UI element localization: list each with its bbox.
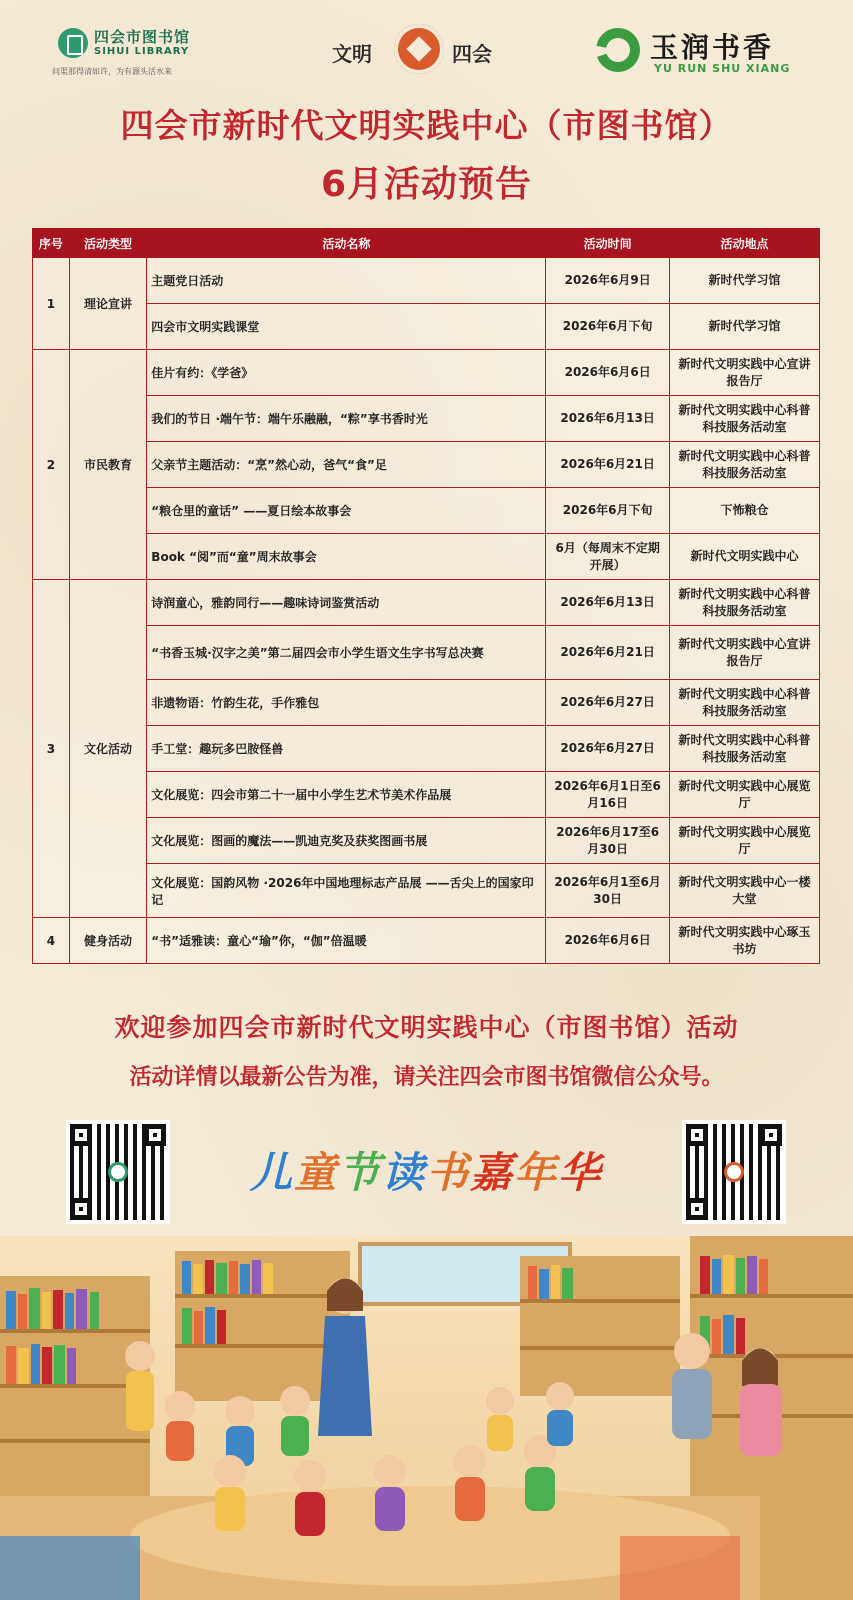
- activity-time: 2026年6月21日: [546, 442, 670, 488]
- notice-text: 活动详情以最新公告为准，请关注四会市图书馆微信公众号。: [129, 1065, 724, 1090]
- activity-type: 文化活动: [69, 580, 147, 918]
- row-number: 4: [33, 918, 70, 964]
- table-row: [33, 350, 820, 396]
- table-row: [33, 772, 820, 818]
- yurun-emblem-icon: [596, 28, 640, 72]
- wenming-emblem-icon: [394, 24, 444, 74]
- header-no: 序号: [33, 229, 70, 258]
- festival-char: 华: [558, 1148, 601, 1197]
- activity-place: 新时代文明实践中心琢玉书坊: [669, 918, 819, 964]
- table-body: [33, 258, 820, 964]
- activity-time: 2026年6月13日: [546, 580, 670, 626]
- festival-char: 书: [426, 1148, 469, 1197]
- activity-place: 新时代文明实践中心科普科技服务活动室: [669, 580, 819, 626]
- activity-place: 新时代文明实践中心展览厅: [669, 818, 819, 864]
- qr-code-icon: [686, 1124, 782, 1220]
- activity-name: 主题党日活动: [147, 258, 546, 304]
- activity-name: 文化展览：国韵风物 ·2026年中国地理标志产品展 ——舌尖上的国家印记: [147, 864, 546, 918]
- qr-code-icon: [70, 1124, 166, 1220]
- welcome-text: 欢迎参加四会市新时代文明实践中心（市图书馆）活动: [114, 1013, 739, 1042]
- table-row: [33, 818, 820, 864]
- activity-time: 2026年6月9日: [546, 258, 670, 304]
- row-number: 2: [33, 350, 70, 580]
- library-slogan: 问渠那得清如许，为有源头活水来: [52, 67, 172, 76]
- page-title: 四会市新时代文明实践中心（市图书馆）: [120, 106, 733, 145]
- row-number: 3: [33, 580, 70, 918]
- table-row: [33, 864, 820, 918]
- activity-time: 2026年6月27日: [546, 680, 670, 726]
- qr-code-left[interactable]: [66, 1120, 170, 1224]
- activity-place: 新时代文明实践中心展览厅: [669, 772, 819, 818]
- illustration-graphic: [0, 1236, 853, 1600]
- activity-name: Book “阅”而“童”周末故事会: [147, 534, 546, 580]
- activity-place: 新时代文明实践中心科普科技服务活动室: [669, 442, 819, 488]
- qr-code-right[interactable]: [682, 1120, 786, 1224]
- childrens-day-reading-festival-title: [210, 1140, 640, 1200]
- festival-char: 年: [514, 1148, 557, 1197]
- wenming-right-text: 四会: [452, 42, 492, 66]
- activity-place: 新时代文明实践中心一楼大堂: [669, 864, 819, 918]
- activity-time: 2026年6月27日: [546, 726, 670, 772]
- activity-time: 2026年6月1日至6月16日: [546, 772, 670, 818]
- activity-time: 2026年6月下旬: [546, 304, 670, 350]
- activity-place: 新时代文明实践中心宣讲报告厅: [669, 350, 819, 396]
- activity-time: 2026年6月21日: [546, 626, 670, 680]
- table-row: [33, 442, 820, 488]
- header-time: 活动时间: [546, 229, 670, 258]
- header-name: 活动名称: [147, 229, 546, 258]
- wenming-left-text: 文明: [332, 42, 372, 66]
- library-reading-illustration: [0, 1236, 853, 1600]
- activity-place: 新时代文明实践中心宣讲报告厅: [669, 626, 819, 680]
- header-place: 活动地点: [669, 229, 819, 258]
- sihui-library-logo: [52, 26, 222, 82]
- activity-type: 市民教育: [69, 350, 147, 580]
- row-number: 1: [33, 258, 70, 350]
- activity-schedule-table: [32, 228, 820, 964]
- festival-char: 儿: [249, 1148, 292, 1197]
- table-row: [33, 534, 820, 580]
- page-subtitle: 6月活动预告: [320, 164, 533, 205]
- activity-time: 2026年6月17至6月30日: [546, 818, 670, 864]
- activity-name: 四会市文明实践课堂: [147, 304, 546, 350]
- activity-name: 手工堂：趣玩多巴胺怪兽: [147, 726, 546, 772]
- table-row: [33, 726, 820, 772]
- activity-place: 新时代学习馆: [669, 258, 819, 304]
- activity-name: “书”适雅读：童心“瑜”你，“伽”倍温暖: [147, 918, 546, 964]
- festival-char: 童: [293, 1148, 336, 1197]
- activity-place: 新时代文明实践中心科普科技服务活动室: [669, 726, 819, 772]
- activity-time: 2026年6月1至6月30日: [546, 864, 670, 918]
- table-row: [33, 580, 820, 626]
- activity-name: 文化展览：四会市第二十一届中小学生艺术节美术作品展: [147, 772, 546, 818]
- activity-name: 诗润童心，雅韵同行——趣味诗词鉴赏活动: [147, 580, 546, 626]
- yurun-name-en: YU RUN SHU XIANG: [654, 62, 791, 75]
- activity-name: “书香玉城·汉字之美”第二届四会市小学生语文生字书写总决赛: [147, 626, 546, 680]
- yurun-shuxiang-logo: [596, 26, 796, 82]
- activity-time: 6月（每周末不定期开展）: [546, 534, 670, 580]
- festival-char: 读: [381, 1148, 424, 1197]
- activity-place: 下怖粮仓: [669, 488, 819, 534]
- activity-name: 佳片有约：《学爸》: [147, 350, 546, 396]
- activity-place: 新时代文明实践中心科普科技服务活动室: [669, 396, 819, 442]
- yurun-name-cn: 玉润书香: [650, 31, 775, 64]
- activity-time: 2026年6月6日: [546, 918, 670, 964]
- table-row: [33, 626, 820, 680]
- activity-name: “粮仓里的童话” ——夏日绘本故事会: [147, 488, 546, 534]
- table-row: [33, 396, 820, 442]
- library-name-en: SIHUI LIBRARY: [94, 46, 190, 57]
- library-emblem-icon: [58, 28, 88, 58]
- activity-type: 理论宣讲: [69, 258, 147, 350]
- activity-name: 我们的节日 ·端午节：端午乐融融，“粽”享书香时光: [147, 396, 546, 442]
- festival-char: 嘉: [470, 1148, 513, 1197]
- table-row: [33, 918, 820, 964]
- library-name-cn: 四会市图书馆: [94, 28, 191, 46]
- table-row: [33, 304, 820, 350]
- activity-time: 2026年6月13日: [546, 396, 670, 442]
- activity-time: 2026年6月下旬: [546, 488, 670, 534]
- activity-name: 父亲节主题活动：“烹”然心动，爸气“食”足: [147, 442, 546, 488]
- table-header-row: [33, 229, 820, 258]
- wenming-sihui-logo: [330, 24, 510, 76]
- activity-time: 2026年6月6日: [546, 350, 670, 396]
- activity-place: 新时代文明实践中心科普科技服务活动室: [669, 680, 819, 726]
- header: [0, 0, 853, 90]
- activity-name: 非遗物语：竹韵生花，手作雅包: [147, 680, 546, 726]
- activity-type: 健身活动: [69, 918, 147, 964]
- activity-place: 新时代学习馆: [669, 304, 819, 350]
- activity-name: 文化展览：图画的魔法——凯迪克奖及获奖图画书展: [147, 818, 546, 864]
- table-row: [33, 488, 820, 534]
- activity-place: 新时代文明实践中心: [669, 534, 819, 580]
- table-row: [33, 258, 820, 304]
- table-row: [33, 680, 820, 726]
- header-type: 活动类型: [69, 229, 147, 258]
- festival-char: 节: [337, 1148, 380, 1197]
